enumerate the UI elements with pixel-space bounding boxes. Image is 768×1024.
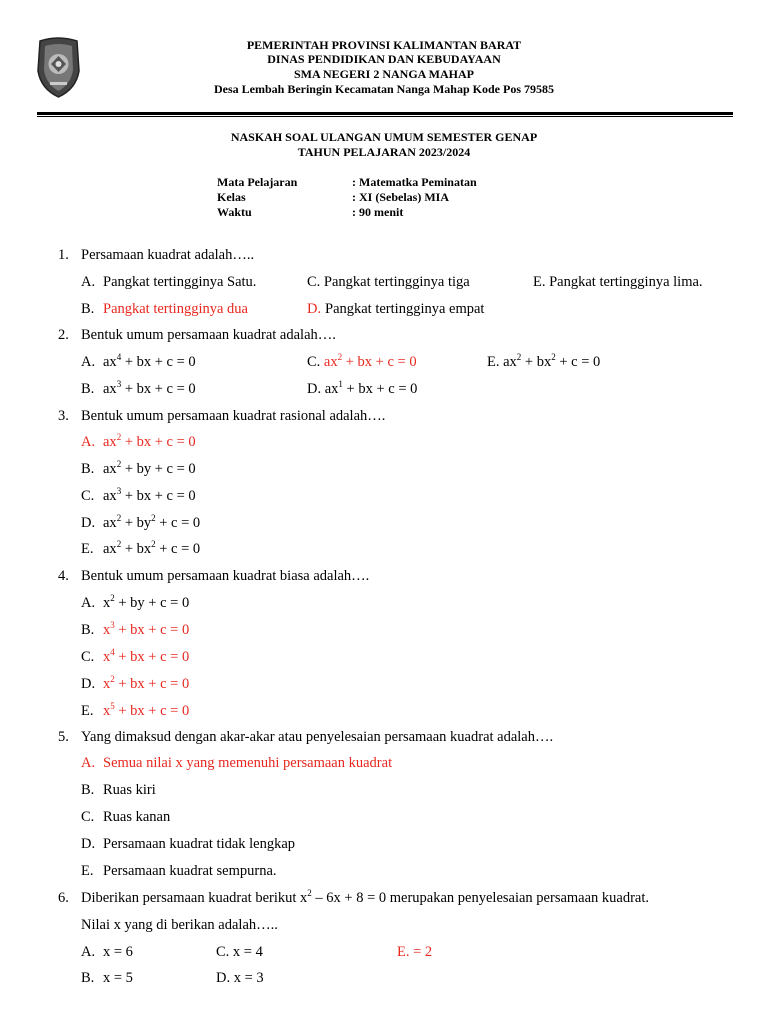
header-divider-thin xyxy=(37,116,733,117)
q1-number-line: 1. xyxy=(58,247,69,263)
q6-question: Diberikan persamaan kuadrat berikut $x^2 - 6x + 8 = 0$ merupakan penyelesaian persamaan kuadrat. xyxy=(81,888,650,906)
q4-option-b: B. $x^3$ + bx + c = 0 xyxy=(81,620,190,638)
q2-row1 xyxy=(81,354,761,372)
q2-option-a-letter: A. xyxy=(81,354,96,370)
q6-option-a: x = 6 xyxy=(103,944,133,960)
q4-question: Bentuk umum persamaan kuadrat biasa adalah…. xyxy=(81,568,370,584)
q3-option-c: C. $ax^3$ + bx + c = 0 xyxy=(81,486,196,504)
q1-option-a-letter: A. xyxy=(81,274,96,290)
q3-option-e: E. $ax^2 + bx^2 + c = 0$ xyxy=(81,539,201,557)
class-value: : XI (Sebelas) MIA xyxy=(352,190,449,204)
q3-option-d: D. $ax^2 + by^2 + c = 0$ xyxy=(81,513,201,531)
q6-option-d: D. x = 3 xyxy=(216,970,264,986)
header-department: DINAS PENDIDIKAN DAN KEBUDAYAAN xyxy=(267,52,501,66)
q1-row2 xyxy=(81,301,761,319)
q1-option-c: C. Pangkat tertingginya tiga xyxy=(307,274,470,290)
school-emblem-logo xyxy=(36,37,81,99)
time-value: : 90 menit xyxy=(352,205,404,219)
q3-question: Bentuk umum persamaan kuadrat rasional adalah…. xyxy=(81,408,386,424)
q5-option-e: E. Persamaan kuadrat sempurna. xyxy=(81,863,277,879)
q4-option-a: A. $x^2$ + by + c = 0 xyxy=(81,593,190,611)
header-government: PEMERINTAH PROVINSI KALIMANTAN BARAT xyxy=(246,38,522,52)
header-address: Desa Lembah Beringin Kecamatan Nanga Mahap Kode Pos 79585 xyxy=(213,82,554,96)
q2-option-e: E. $ax^2 + bx^2 + c = 0$ xyxy=(487,352,601,370)
q1-option-a: Pangkat tertingginya Satu. xyxy=(103,274,257,290)
q5-option-c: C. Ruas kanan xyxy=(81,809,171,825)
q2-option-d: D. $ax^1$ + bx + c = 0 xyxy=(307,379,418,397)
q1-question: Persamaan kuadrat adalah….. xyxy=(81,247,255,263)
q4-option-e: E. $x^5$ + bx + c = 0 xyxy=(81,701,190,719)
q2-question: Bentuk umum persamaan kuadrat adalah…. xyxy=(81,327,336,343)
q6-question-line2: Nilai x yang di berikan adalah….. xyxy=(81,917,278,933)
q6-row1 xyxy=(81,944,681,962)
q1-option-d-letter: D. xyxy=(307,301,322,317)
q6-option-a-letter: A. xyxy=(81,944,96,960)
q5-number: 5. xyxy=(58,729,69,745)
q5-question: Yang dimaksud dengan akar-akar atau penyelesaian persamaan kuadrat adalah…. xyxy=(81,729,554,745)
q6-option-c: C. x = 4 xyxy=(216,944,263,960)
q2-option-d-letter: D. xyxy=(307,381,322,397)
q1-option-e: E. Pangkat tertingginya lima. xyxy=(533,274,703,290)
q3-number: 3. xyxy=(58,408,69,424)
q6-number: 6. xyxy=(58,890,69,906)
class-label: Kelas xyxy=(217,190,246,204)
exam-title: NASKAH SOAL ULANGAN UMUM SEMESTER GENAP xyxy=(230,130,538,144)
q1-option-d: Pangkat tertingginya empat xyxy=(325,301,485,317)
q2-option-c: C. $ax^2$ + bx + c = 0 xyxy=(307,352,417,370)
q2-option-b-letter: B. xyxy=(81,381,95,397)
q1-row1 xyxy=(81,274,761,292)
q5-option-a: A. Semua nilai x yang memenuhi persamaan kuadrat xyxy=(81,755,393,771)
subject-value: : Matematka Peminatan xyxy=(352,175,477,189)
header-school-name: SMA NEGERI 2 NANGA MAHAP xyxy=(293,67,474,81)
q3-option-a: A. $ax^2$ + bx + c = 0 xyxy=(81,432,196,450)
q2-option-b: $ax^3$ + bx + c = 0 xyxy=(103,379,196,397)
exam-year: TAHUN PELAJARAN 2023/2024 xyxy=(297,145,471,159)
subject-label: Mata Pelajaran xyxy=(217,175,298,189)
q6-option-b: x = 5 xyxy=(103,970,133,986)
q5-option-b: B. Ruas kiri xyxy=(81,782,156,798)
q2-option-c-letter: C. xyxy=(307,354,321,370)
q6-option-e: E. = 2 xyxy=(397,944,433,960)
q4-number: 4. xyxy=(58,568,69,584)
q2-option-a: $ax^4$ + bx + c = 0 xyxy=(103,352,196,370)
header-divider-thick xyxy=(37,112,733,115)
q1-option-b-letter: B. xyxy=(81,301,95,317)
q2-row2 xyxy=(81,381,761,399)
q6-option-b-letter: B. xyxy=(81,970,95,986)
q4-option-c: C. $x^4$ + bx + c = 0 xyxy=(81,647,190,665)
q5-option-d: D. Persamaan kuadrat tidak lengkap xyxy=(81,836,296,852)
q2-number: 2. xyxy=(58,327,69,343)
q2-option-e-letter: E. xyxy=(487,354,500,370)
q6-row2 xyxy=(81,970,681,988)
q4-option-d: D. $x^2$ + bx + c = 0 xyxy=(81,674,190,692)
q1-option-b: Pangkat tertingginya dua xyxy=(103,301,248,317)
q3-option-b: B. $ax^2$ + by + c = 0 xyxy=(81,459,196,477)
time-label: Waktu xyxy=(217,205,252,219)
